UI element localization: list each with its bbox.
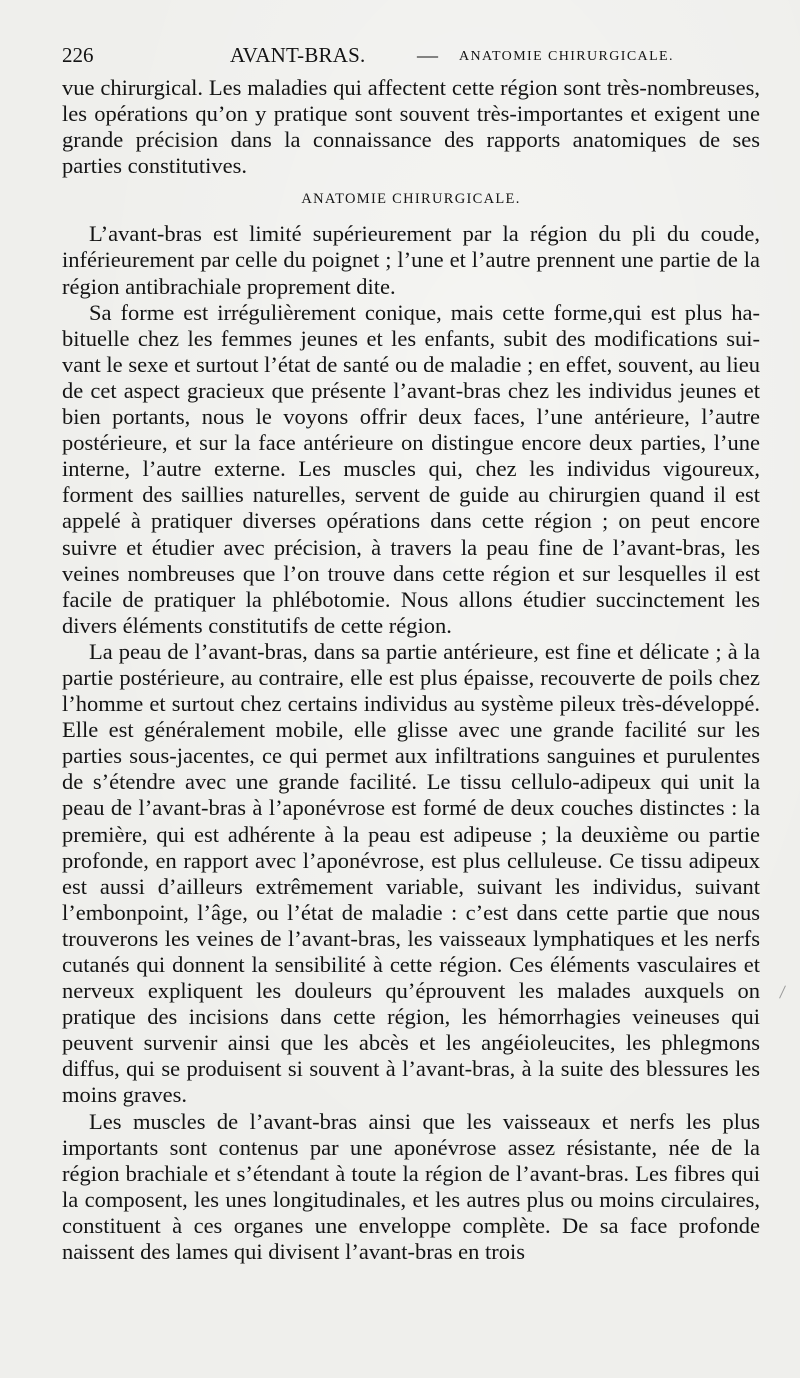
paragraph-limits: L’avant-bras est limité supérieurement par la région du pli du coude, inférieurement par celle du poignet ; l’une et l’autre prennent une partie de la région antibrachiale proprement dite. xyxy=(62,221,760,299)
running-separator: — xyxy=(417,43,438,67)
paragraph-muscles: Les muscles de l’avant-bras ainsi que les vaisseaux et nerfs les plus importants sont contenus par une aponévrose assez résistante, née de la région brachiale et s’étendant à toute la région de l’avant-bras. Les fibres qui la composent, les unes longitudinales, et les autres plus ou moins circulaires, constituent à ces organes une enveloppe complète. De sa face profonde naissent des lames qui divisent l’avant-bras en trois xyxy=(62,1108,760,1265)
paragraph-shape: Sa forme est irrégulièrement conique, mais cette forme,qui est plus habituelle chez les femmes jeunes et les enfants, subit des modifications suivant le sexe et surtout l’état de santé ou de maladie ; en effet, souvent, au lieu de cet aspect gracieux que présente l’avant-bras chez les individus jeunes et bien portants, nous le voyons offrir deux faces, l’une antérieure, l’autre postérieure, et sur la face antérieure on distingue encore deux parties, l’une interne, l’autre externe. Les muscles qui, chez les individus vigoureux, forment des saillies naturelles, servent de guide au chirurgien quand il est appelé à pratiquer diverses opérations dans cette région ; on peut encore suivre et étudier avec précision, à travers la peau fine de l’avant-bras, les veines nombreuses que l’on trouve dans cette région et sur lesquelles il est facile de pratiquer la phlébotomie. Nous allons étudier succinctement les divers éléments constitutifs de cette région. xyxy=(62,299,760,638)
margin-mark xyxy=(779,985,786,998)
running-header xyxy=(62,40,760,70)
intro-paragraph: vue chirurgical. Les maladies qui affectent cette région sont très-nombreuses, les opérations qu’on y pratique sont souvent très-importantes et exigent une grande précision dans la connaissance des rapports anatomiques de ses parties constitutives. xyxy=(62,75,760,179)
paragraph-skin: La peau de l’avant-bras, dans sa partie antérieure, est fine et délicate ; à la partie postérieure, au contraire, elle est plus épaisse, recouverte de poils chez l’homme et surtout chez certains individus au système pileux très-développé. Elle est généralement mobile, elle glisse avec une grande facilité sur les parties sous-jacentes, ce qui permet aux infiltrations sanguines et purulentes de s’étendre avec une grande facilité. Le tissu cellulo-adipeux qui unit la peau de l’avant-bras à l’aponévrose est formé de deux couches distinctes : la première, qui est adhérente à la peau est adipeuse ; la deuxième ou partie profonde, en rapport avec l’aponévrose, est plus celluleuse. Ce tissu adipeux est aussi d’ailleurs extrêmement variable, suivant les individus, suivant l’embonpoint, l’âge, ou l’état de maladie : c’est dans cette partie que nous trouverons les veines de l’avant-bras, les vaisseaux lymphatiques et les nerfs cutanés qui donnent la sensibilité à cette région. Ces éléments vasculaires et nerveux expliquent les douleurs qu’éprouvent les malades auxquels on pratique des incisions dans cette région, les hémorrhagies veineuses qui peuvent survenir ainsi que les abcès et les angéioleucites, les phlegmons diffus, qui se produisent si souvent à l’avant-bras, à la suite des blessures les moins graves. xyxy=(62,638,760,1108)
section-heading: ANATOMIE CHIRURGICALE. xyxy=(301,191,521,208)
page-number: 226 xyxy=(62,43,94,67)
running-subtitle: ANATOMIE CHIRURGICALE. xyxy=(459,49,674,64)
running-title: AVANT-BRAS. xyxy=(230,43,366,67)
page-body xyxy=(62,75,760,1265)
